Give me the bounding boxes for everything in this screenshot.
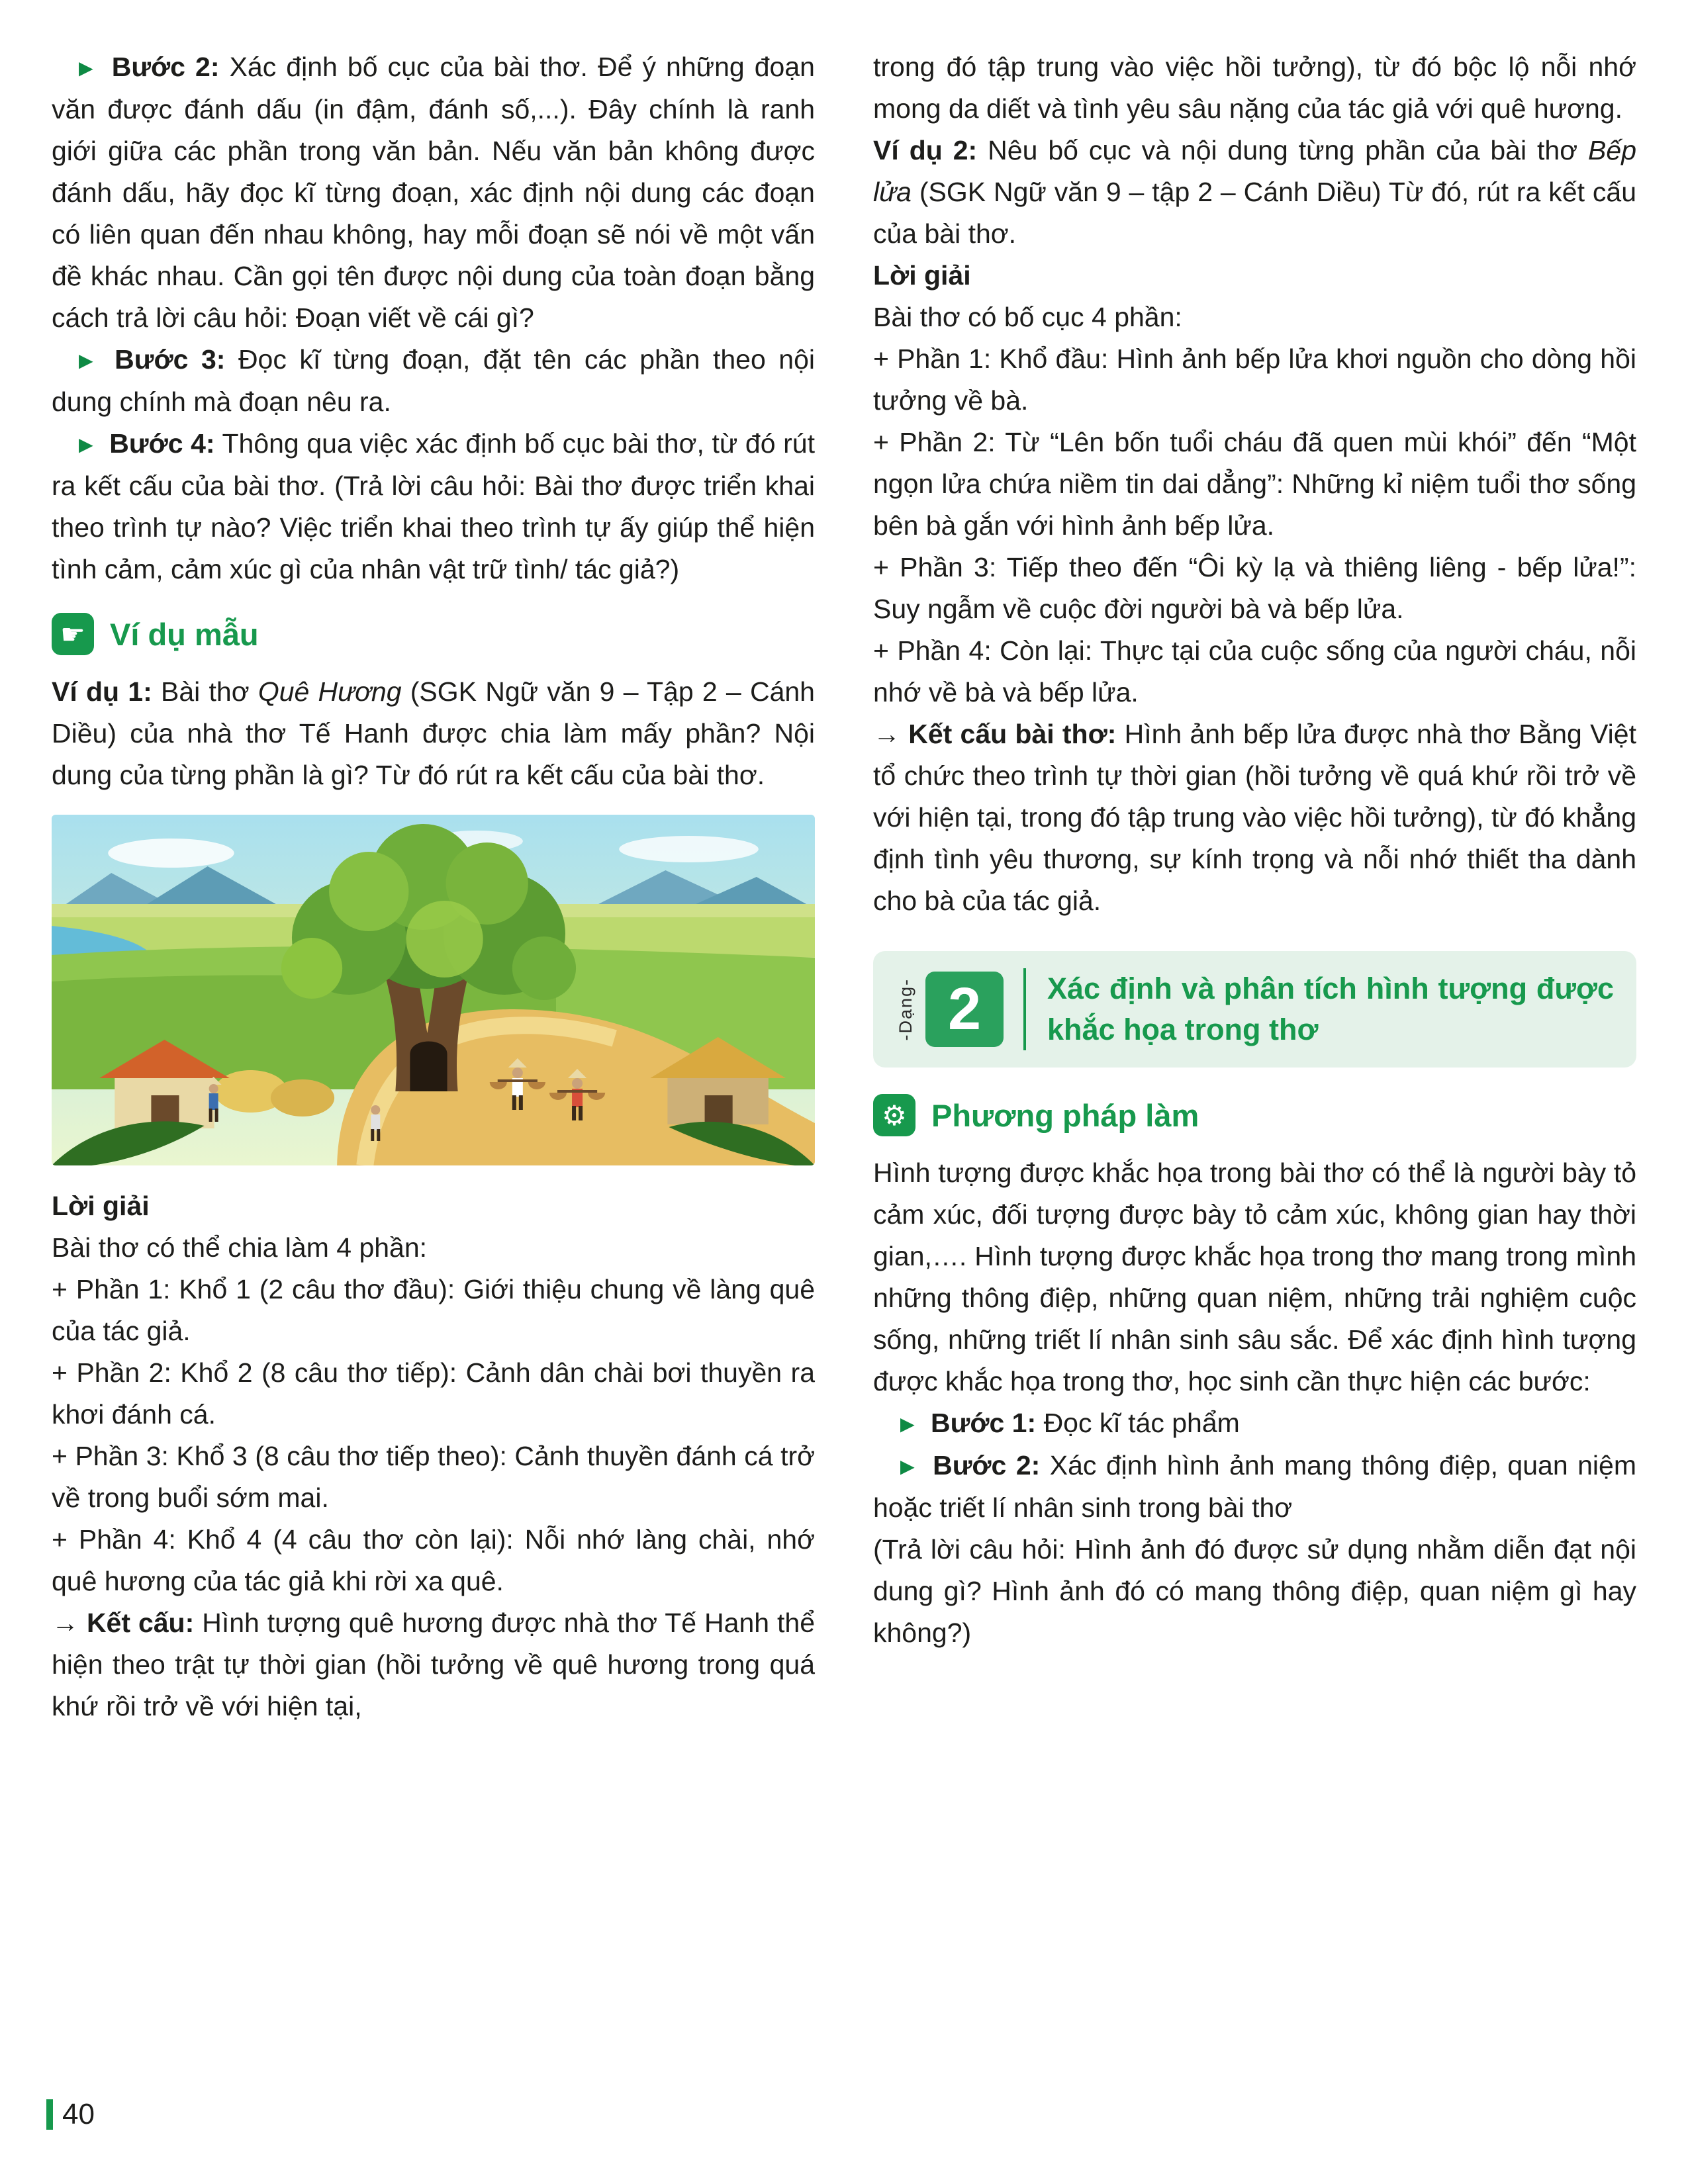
solution-intro: Bài thơ có thể chia làm 4 phần: (52, 1232, 428, 1263)
solution-part-2: + Phần 2: Khổ 2 (8 câu thơ tiếp): Cảnh dân chài bơi thuyền ra khơi đánh cá. (52, 1357, 815, 1430)
example-1-post: (SGK Ngữ văn 9 – Tập 2 – Cánh Diều) của nhà thơ Tế Hanh được chia làm mấy phần? Nội dung của từng phần là gì? Từ đó rút ra kết cấu của bài thơ. (52, 676, 815, 790)
village-illustration (52, 815, 815, 1165)
example-1-label: Ví dụ 1: (52, 676, 152, 707)
pointing-hand-icon: ☛ (52, 613, 94, 655)
solution-part-4: + Phần 4: Còn lại: Thực tại của cuộc sống của người cháu, nỗi nhớ về bà và bếp lửa. (873, 635, 1636, 707)
solution-part-3: + Phần 3: Khổ 3 (8 câu thơ tiếp theo): Cảnh thuyền đánh cá trở về trong buổi sớm mai. (52, 1441, 815, 1513)
two-column-layout (52, 46, 1636, 1727)
left-column (52, 46, 815, 1727)
ketcau-label: Kết cấu: (86, 1608, 195, 1638)
step-4-text: Thông qua việc xác định bố cục bài thơ, từ đó rút ra kết cấu của bài thơ. (Trả lời câu hỏi: Bài thơ được triển khai theo trình tự nào? Việc triển khai theo trình tự ấy giúp thể hiện tình cảm, cảm xúc gì của nhân vật trữ tình/ tác giả?) (52, 428, 815, 584)
example-1-pre: Bài thơ (152, 676, 258, 707)
paragraph-continuation: trong đó tập trung vào việc hồi tưởng), từ đó bộc lộ nỗi nhớ mong da diết và tình yêu sâu nặng của tác giả với quê hương. (873, 52, 1636, 124)
paragraph-step-4 (52, 423, 815, 590)
example-2-poem-title: Bếp lửa (873, 135, 1636, 207)
ketcau-text: Hình tượng quê hương được nhà thơ Tế Hanh thể hiện theo trật tự thời gian (hồi tưởng về quê hương trong quá khứ rồi trở về với hiện tại, (52, 1608, 815, 1721)
solution-part-1: + Phần 1: Khổ đầu: Hình ảnh bếp lửa khơi nguồn cho dòng hồi tưởng về bà. (873, 343, 1636, 416)
paragraph-step-2 (873, 1445, 1636, 1529)
triangle-bullet-icon: ► (896, 1453, 919, 1480)
arrow-marker: → (873, 719, 900, 749)
paragraph-ketcau-baitho (873, 713, 1636, 922)
step-2-label: Bước 2: (933, 1450, 1041, 1480)
method-section-title: Phương pháp làm (931, 1097, 1199, 1133)
triangle-bullet-icon: ► (896, 1410, 919, 1437)
paragraph-step-2-note: (Trả lời câu hỏi: Hình ảnh đó được sử dụng nhằm diễn đạt nội dung gì? Hình ảnh đó có mang thông điệp, quan niệm gì hay không?) (873, 1534, 1636, 1648)
solution-intro: Bài thơ có bố cục 4 phần: (873, 302, 1182, 332)
example-2-post: (SGK Ngữ văn 9 – tập 2 – Cánh Diều) Từ đó, rút ra kết cấu của bài thơ. (873, 177, 1636, 249)
solution-part-4: + Phần 4: Khổ 4 (4 câu thơ còn lại): Nỗi nhớ làng chài, nhớ quê hương của tác giả khi rời xa quê. (52, 1524, 815, 1596)
method-section-heading (873, 1094, 1636, 1136)
paragraph-ketcau (52, 1602, 815, 1727)
right-column (873, 46, 1636, 1727)
example-section-heading (52, 613, 815, 655)
paragraph-step-1 (873, 1402, 1636, 1445)
paragraph-step-3 (52, 339, 815, 423)
step-2-text: Xác định bố cục của bài thơ. Để ý những đoạn văn được đánh dấu (in đậm, đánh số,...). Đây chính là ranh giới giữa các phần trong văn bản. Nếu văn bản không được đánh dấu, hãy đọc kĩ từng đoạn, xác định nội dung các đoạn có liên quan đến nhau không, hay mỗi đoạn sẽ nói về một vấn đề khác nhau. Cần gọi tên được nội dung của toàn đoạn bằng cách trả lời câu hỏi: Đoạn viết về cái gì? (52, 52, 815, 333)
triangle-bullet-icon: ► (74, 431, 98, 458)
solution-part-3: + Phần 3: Tiếp theo đến “Ôi kỳ lạ và thiêng liêng - bếp lửa!”: Suy ngẫm về cuộc đời người bà và bếp lửa. (873, 552, 1636, 624)
page-number: 40 (62, 2098, 95, 2130)
paragraph-example-1 (52, 671, 815, 796)
step-3-label: Bước 3: (115, 344, 226, 375)
dang-number: 2 (925, 972, 1004, 1047)
page-number-bar (46, 2099, 53, 2130)
step-4-label: Bước 4: (109, 428, 215, 459)
step-3-text: Đọc kĩ từng đoạn, đặt tên các phần theo nội dung chính mà đoạn nêu ra. (52, 344, 815, 417)
solution-heading: Lời giải (52, 1191, 150, 1221)
solution-part-2: + Phần 2: Từ “Lên bốn tuổi cháu đã quen mùi khói” đến “Một ngọn lửa chứa niềm tin dai dẳng”: Những kỉ niệm tuổi thơ sống bên bà gắn với hình ảnh bếp lửa. (873, 427, 1636, 541)
paragraph-example-2 (873, 130, 1636, 255)
triangle-bullet-icon: ► (74, 347, 98, 374)
solution-heading: Lời giải (873, 260, 971, 291)
dang-2-title: Xác định và phân tích hình tượng được khắc họa trong thơ (1023, 968, 1614, 1050)
arrow-marker: → (52, 1608, 79, 1638)
dang-2-section-header (873, 951, 1636, 1068)
triangle-bullet-icon: ► (74, 54, 98, 81)
page-footer (46, 2098, 95, 2131)
step-2-text: Xác định hình ảnh mang thông điệp, quan niệm hoặc triết lí nhân sinh trong bài thơ (873, 1450, 1636, 1523)
step-1-label: Bước 1: (931, 1408, 1037, 1438)
example-section-title: Ví dụ mẫu (110, 616, 259, 652)
step-2-label: Bước 2: (111, 52, 220, 82)
solution-part-1: + Phần 1: Khổ 1 (2 câu thơ đầu): Giới thiệu chung về làng quê của tác giả. (52, 1274, 815, 1346)
ketcau-baitho-text: Hình ảnh bếp lửa được nhà thơ Bằng Việt tổ chức theo trình tự thời gian (hồi tưởng về quá khứ rồi trở về với hiện tại, trong đó tập trung vào việc hồi tưởng), từ đó khẳng định tình yêu thương, sự kính trọng và nỗi nhớ thiết tha dành cho bà của tác giả. (873, 719, 1636, 916)
example-1-poem-title: Quê Hương (258, 676, 402, 707)
dang-2-side (896, 972, 1004, 1047)
example-2-pre: Nêu bố cục và nội dung từng phần của bài thơ (977, 135, 1589, 165)
dang-side-label: -Dạng- (896, 978, 915, 1041)
ketcau-baitho-label: Kết cấu bài thơ: (908, 719, 1117, 749)
gear-icon: ⚙ (873, 1094, 915, 1136)
example-2-label: Ví dụ 2: (873, 135, 978, 165)
step-1-text: Đọc kĩ tác phẩm (1043, 1408, 1240, 1438)
paragraph-method: Hình tượng được khắc họa trong bài thơ có thể là người bày tỏ cảm xúc, đối tượng được bày tỏ cảm xúc, không gian hay thời gian,…. Hình tượng được khắc họa trong thơ mang trong mình những thông điệp, những quan niệm, những trải nghiệm cuộc sống, những triết lí nhân sinh sâu sắc. Để xác định hình tượng được khắc họa trong thơ, học sinh cần thực hiện các bước: (873, 1158, 1636, 1396)
paragraph-step-2 (52, 46, 815, 339)
